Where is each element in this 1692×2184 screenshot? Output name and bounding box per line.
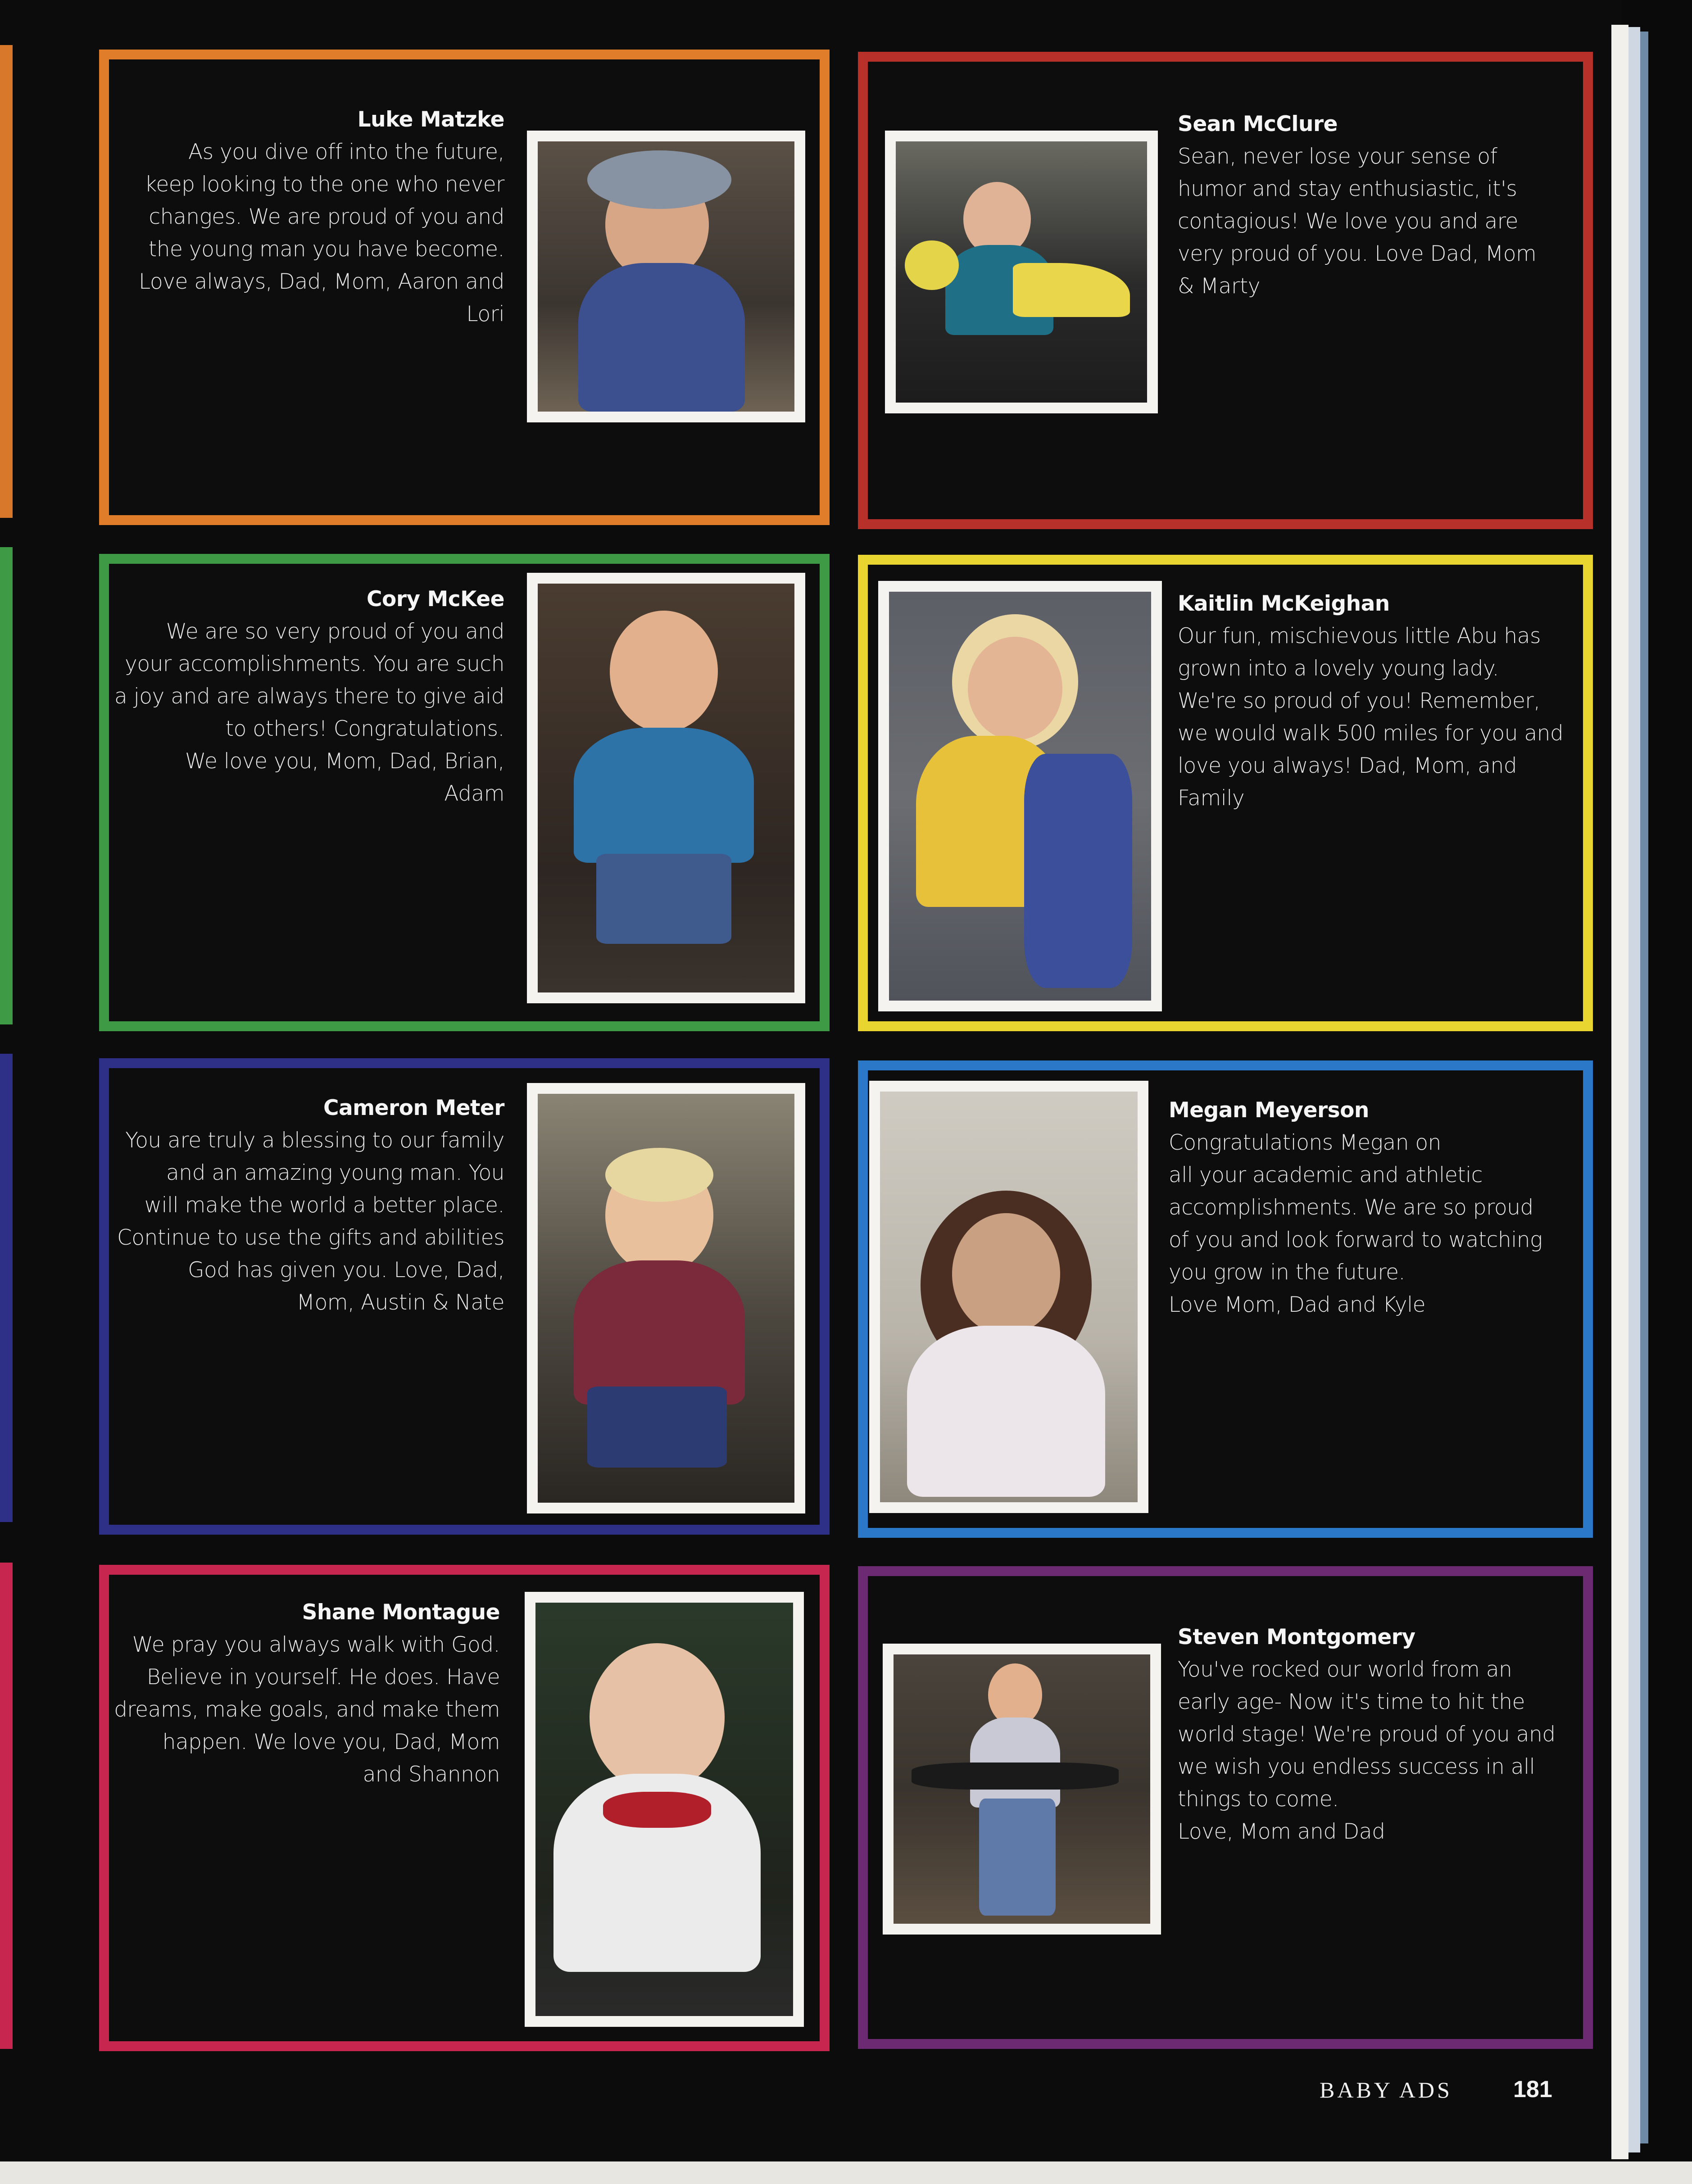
baby-photo bbox=[885, 131, 1158, 413]
page-edge-pink bbox=[0, 1563, 13, 2049]
ad-message bbox=[1169, 1094, 1579, 1321]
ad-text: You are truly a blessing to our family and an amazing young man. You will make the world a better place. Continue to use the gifts and abilities God has given you. Love, Dad, Mom, Austin & Nate bbox=[117, 1128, 504, 1315]
page-bottom-edge bbox=[0, 2161, 1692, 2184]
ad-text: Our fun, mischievous little Abu has grown into a lovely young lady. We're so proud of you! Remember, we would walk 500 miles for you and love you always! Dad, Mom, and Family bbox=[1178, 624, 1564, 811]
ad-text: We pray you always walk with God. Believe in yourself. He does. Have dreams, make goals, and make them happen. We love you, Dad, Mom and Shannon bbox=[114, 1632, 500, 1787]
child-name: Steven Montgomery bbox=[1178, 1625, 1415, 1649]
baby-photo bbox=[878, 581, 1162, 1011]
child-name: Sean McClure bbox=[1178, 112, 1338, 136]
child-name: Cory McKee bbox=[367, 587, 504, 612]
ad-text: We are so very proud of you and your accomplishments. You are such a joy and are always there to give aid to others! Congratulations. We love you, Mom, Dad, Brian, Adam bbox=[114, 619, 504, 806]
baby-photo bbox=[527, 1083, 805, 1513]
baby-photo bbox=[527, 573, 805, 1003]
page-edge-navy bbox=[0, 1054, 13, 1522]
child-name: Cameron Meter bbox=[323, 1096, 504, 1120]
child-name: Megan Meyerson bbox=[1169, 1098, 1369, 1123]
ad-text: As you dive off into the future, keep looking to the one who never changes. We are proud of you and the young man you have become. Love always, Dad, Mom, Aaron and Lori bbox=[139, 140, 504, 326]
ad-text: You've rocked our world from an early age- Now it's time to hit the world stage! We're proud of you and we wish you endless success in all things to come. Love, Mom and Dad bbox=[1178, 1657, 1556, 1844]
ad-text: Sean, never lose your sense of humor and stay enthusiastic, it's contagious! We love you and are very proud of you. Love Dad, Mom & Marty bbox=[1178, 144, 1537, 299]
baby-photo bbox=[883, 1644, 1161, 1935]
section-label: BABY ADS bbox=[1320, 2077, 1452, 2102]
ad-message bbox=[104, 1596, 500, 1791]
page-number: 181 bbox=[1513, 2076, 1552, 2102]
child-name: Shane Montague bbox=[302, 1600, 500, 1625]
ad-text: Congratulations Megan on all your academic and athletic accomplishments. We are so proud of you and look forward to watching you grow in the future. Love Mom, Dad and Kyle bbox=[1169, 1130, 1542, 1317]
page-stack-edge bbox=[1611, 25, 1628, 2159]
child-name: Kaitlin McKeighan bbox=[1178, 591, 1390, 616]
baby-photo bbox=[525, 1592, 804, 2027]
page-edge-green bbox=[0, 547, 13, 1024]
ad-message bbox=[101, 1092, 504, 1319]
ad-message bbox=[126, 104, 504, 331]
ad-message bbox=[1178, 108, 1574, 303]
page-stack-edge bbox=[1640, 32, 1648, 2143]
child-name: Luke Matzke bbox=[357, 107, 504, 132]
baby-photo bbox=[527, 131, 805, 422]
ad-message bbox=[1178, 1621, 1583, 1848]
page-edge-orange bbox=[0, 45, 13, 518]
page-stack-edge bbox=[1628, 27, 1640, 2152]
ad-message bbox=[1178, 588, 1583, 815]
ad-message bbox=[104, 583, 504, 810]
baby-photo bbox=[869, 1081, 1148, 1513]
